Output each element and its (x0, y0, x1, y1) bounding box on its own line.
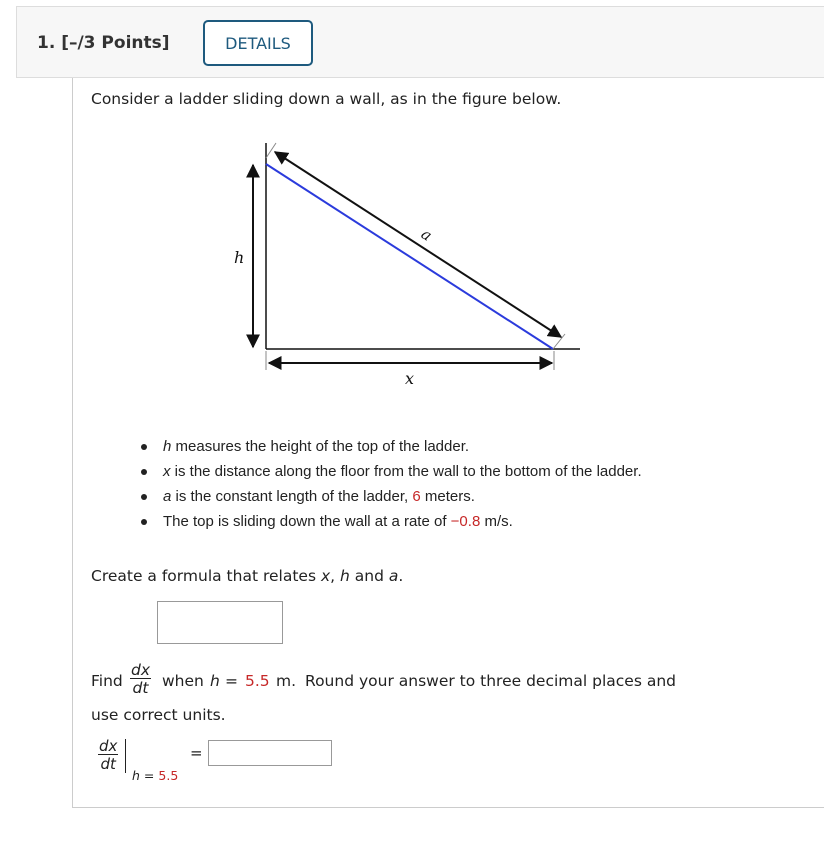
bullet-text: m/s. (480, 513, 513, 530)
var-h: h (132, 768, 140, 783)
bullet-text: is the distance along the floor from the wall to the bottom of the ladder. (170, 463, 642, 480)
units-instruction: use correct units. (91, 706, 226, 724)
ladder-figure (223, 136, 663, 396)
height-value: 5.5 (158, 768, 179, 783)
question-header (16, 6, 824, 78)
list-item (141, 486, 642, 511)
var-h: h (210, 672, 220, 690)
var-h: h (163, 438, 172, 455)
when-word: when (162, 672, 204, 690)
prompt-text: Create a formula that relates (91, 567, 321, 585)
eval-fraction (98, 738, 118, 773)
equals-sign: = (143, 768, 155, 783)
bullet-text: is the constant length of the ladder, (171, 488, 413, 505)
formula-prompt (91, 567, 403, 585)
height-unit: m. (276, 672, 297, 690)
facts-list (141, 436, 642, 536)
list-item (141, 436, 642, 461)
list-item (141, 511, 642, 536)
height-value: 5.5 (245, 672, 270, 690)
evaluation-bar (125, 739, 126, 773)
prompt-text: and (349, 567, 389, 585)
slide-rate-value: −0.8 (450, 513, 481, 530)
ladder-line (266, 164, 553, 349)
equals-sign: = (190, 744, 203, 762)
rounding-instruction: Round your answer to three decimal places and (305, 672, 676, 690)
formula-answer-input[interactable] (157, 601, 283, 644)
var-x: x (163, 463, 171, 480)
bullet-text: meters. (420, 488, 475, 505)
var-a: a (163, 488, 172, 505)
prompt-text: . (398, 567, 404, 585)
bullet-text: The top is sliding down the wall at a rate of (163, 513, 451, 530)
fraction-numerator: dx (131, 661, 151, 679)
equals-sign: = (225, 672, 238, 690)
a-dimension-arrow (275, 152, 561, 337)
details-button[interactable]: DETAILS (203, 20, 313, 66)
fraction-denominator: dt (132, 679, 149, 697)
prompt-text: , (330, 567, 340, 585)
derivative-fraction (130, 662, 151, 697)
question-title: 1. [–/3 Points] (37, 33, 170, 53)
var-x: x (320, 567, 331, 585)
find-word: Find (91, 672, 123, 690)
label-h: h (234, 248, 245, 267)
label-a: a (417, 224, 436, 245)
question-body (72, 78, 824, 808)
var-h: h (340, 567, 350, 585)
derivative-answer-input[interactable] (208, 740, 332, 766)
label-x: x (405, 369, 415, 388)
ladder-length-value: 6 (412, 488, 421, 505)
ladder-top-tick (266, 143, 276, 158)
list-item (141, 461, 642, 486)
var-a: a (388, 567, 399, 585)
fraction-denominator: dt (100, 755, 116, 773)
fraction-numerator: dx (99, 737, 118, 755)
problem-intro: Consider a ladder sliding down a wall, as in the figure below. (91, 90, 562, 108)
evaluation-subscript (132, 768, 178, 783)
bullet-text: measures the height of the top of the ladder. (171, 438, 470, 455)
